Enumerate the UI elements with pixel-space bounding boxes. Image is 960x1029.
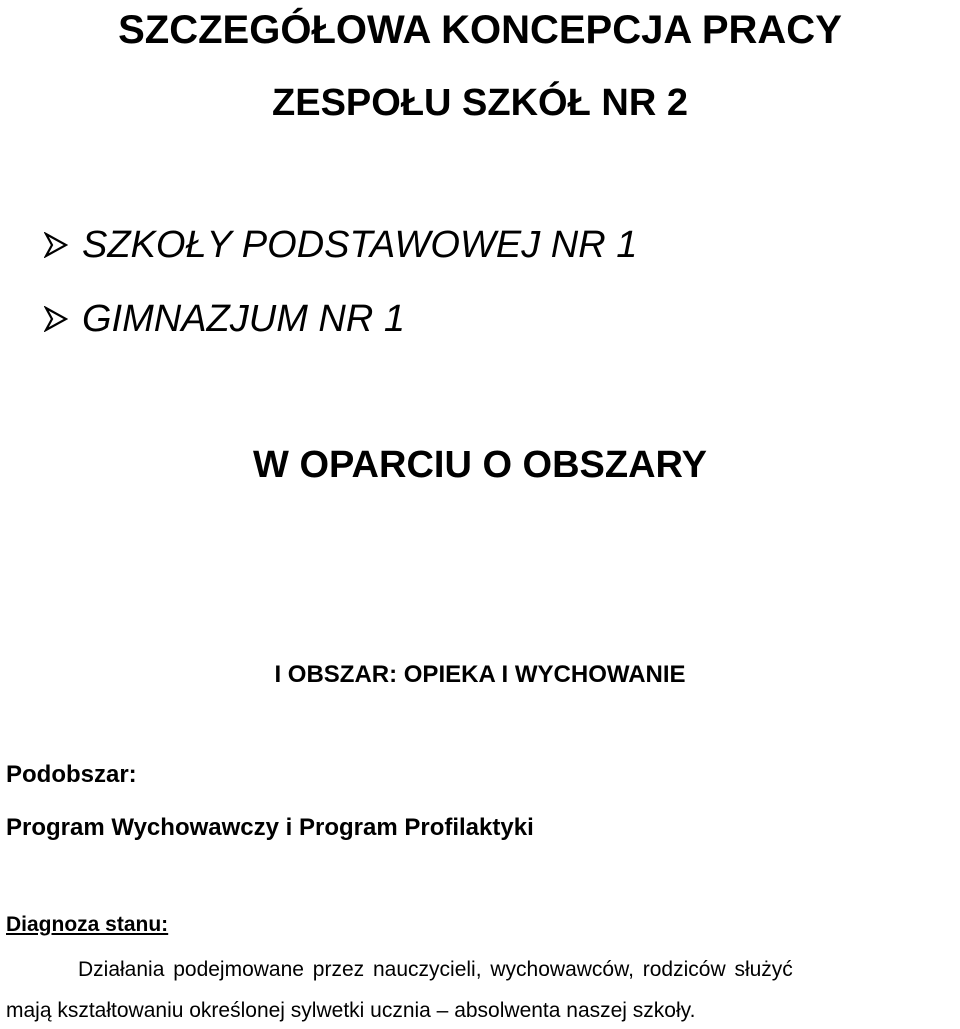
paragraph-line-1: Działania podejmowane przez nauczycieli, wychowawców, rodziców służyć bbox=[78, 958, 793, 981]
paragraph-line-2: mają kształtowaniu określonej sylwetki ucznia – absolwenta naszej szkoły. bbox=[6, 999, 696, 1022]
school-list-item bbox=[44, 222, 637, 268]
subarea-label: Podobszar: bbox=[6, 761, 137, 788]
document-title-line-1: SZCZEGÓŁOWA KONCEPCJA PRACY bbox=[118, 8, 842, 52]
arrowhead-bullet-icon bbox=[44, 232, 68, 258]
arrowhead-bullet-icon bbox=[44, 306, 68, 332]
area-title-text: I OBSZAR: OPIEKA I WYCHOWANIE bbox=[274, 661, 686, 688]
area-title bbox=[0, 660, 960, 690]
school-list-item-text: SZKOŁY PODSTAWOWEJ NR 1 bbox=[82, 224, 638, 266]
areas-heading: W OPARCIU O OBSZARY bbox=[253, 444, 707, 486]
document-title-line-2: ZESPOŁU SZKÓŁ NR 2 bbox=[272, 82, 688, 124]
school-list-item bbox=[44, 296, 405, 342]
diagnosis-label: Diagnoza stanu: bbox=[6, 913, 169, 936]
school-list-item-text: GIMNAZJUM NR 1 bbox=[82, 298, 405, 340]
subarea-value: Program Wychowawczy i Program Profilaktyki bbox=[6, 814, 534, 841]
